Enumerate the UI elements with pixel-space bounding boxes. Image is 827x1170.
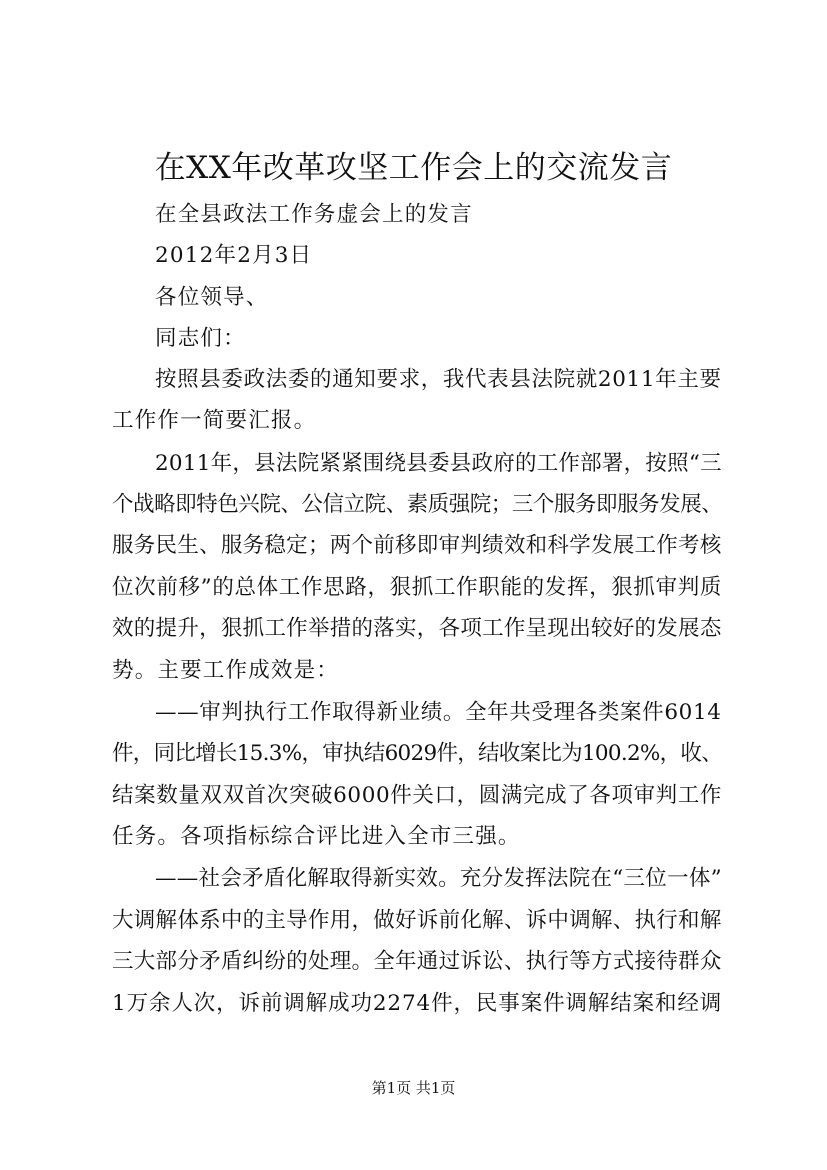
paragraph-line: 2011年，县法院紧紧围绕县委县政府的工作部署，按照“三 bbox=[155, 451, 722, 476]
paragraph-line: 任务。各项指标综合评比进入全市三强。 bbox=[112, 824, 521, 849]
page-number-footer: 第1页 共1页 bbox=[371, 1079, 456, 1097]
paragraph-line: 个战略即特色兴院、公信立院、素质强院；三个服务即服务发展、 bbox=[112, 492, 723, 517]
paragraph-line: 效的提升，狠抓工作举措的落实，各项工作呈现出较好的发展态 bbox=[112, 616, 722, 641]
paragraph-line: 大调解体系中的主导作用，做好诉前化解、诉中调解、执行和解 bbox=[112, 908, 722, 933]
paragraph-line: 位次前移”的总体工作思路，狠抓工作职能的发挥，狠抓审判质 bbox=[112, 575, 723, 600]
paragraph-line: 结案数量双双首次突破6000件关口，圆满完成了各项审判工作 bbox=[112, 783, 723, 808]
document-title: 在XX年改革攻坚工作会上的交流发言 bbox=[154, 150, 673, 186]
paragraph-line: 势。主要工作成效是： bbox=[112, 658, 340, 683]
salutation-line: 同志们： bbox=[155, 326, 246, 351]
paragraph-line: 按照县委政法委的通知要求，我代表县法院就2011年主要 bbox=[155, 367, 722, 392]
subtitle-line: 在全县政法工作务虚会上的发言 bbox=[155, 202, 473, 227]
paragraph-line: ——社会矛盾化解取得新实效。充分发挥法院在“三位一体” bbox=[155, 866, 722, 891]
paragraph-line: 工作作一简要汇报。 bbox=[112, 408, 317, 433]
paragraph-line: 服务民生、服务稳定；两个前移即审判绩效和科学发展工作考核 bbox=[112, 533, 722, 558]
paragraph-line: 1万余人次，诉前调解成功2274件，民事案件调解结案和经调 bbox=[112, 991, 723, 1016]
date-line: 2012年2月3日 bbox=[155, 243, 313, 268]
paragraph-line: ——审判执行工作取得新业绩。全年共受理各类案件6014 bbox=[155, 700, 722, 725]
paragraph-line: 件，同比增长15.3%，审执结6029件，结收案比为100.2%，收、 bbox=[112, 741, 722, 766]
paragraph-line: 三大部分矛盾纠纷的处理。全年通过诉讼、执行等方式接待群众 bbox=[112, 949, 722, 974]
salutation-line: 各位领导、 bbox=[155, 285, 269, 310]
